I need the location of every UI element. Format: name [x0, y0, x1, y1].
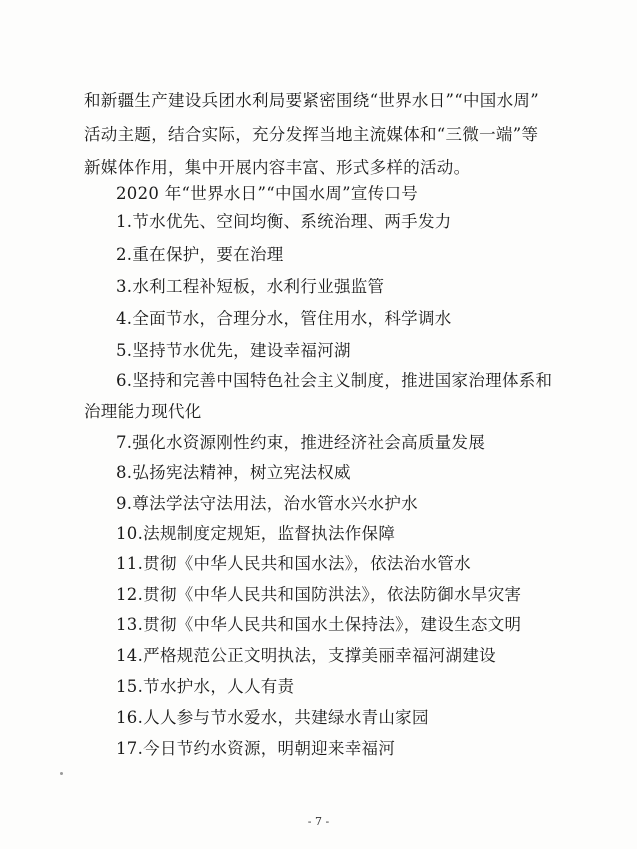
slogan-item-1: 1.节水优先、空间均衡、系统治理、两手发力 [116, 212, 452, 231]
slogan-item-11: 11.贯彻《中华人民共和国水法》，依法治水管水 [116, 554, 471, 573]
intro-line-1: 和新疆生产建设兵团水利局要紧密围绕“世界水日”“中国水周” [84, 91, 539, 110]
slogans-heading: 2020 年“世界水日”“中国水周”宣传口号 [116, 184, 419, 203]
intro-line-3: 新媒体作用，集中开展内容丰富、形式多样的活动。 [84, 158, 471, 177]
page-number: - 7 - [307, 815, 330, 828]
slogan-item-13: 13.贯彻《中华人民共和国水土保持法》，建设生态文明 [116, 615, 522, 634]
slogan-item-7: 7.强化水资源刚性约束，推进经济社会高质量发展 [116, 433, 486, 452]
slogan-item-3: 3.水利工程补短板，水利行业强监管 [116, 277, 385, 296]
slogan-item-5: 5.坚持节水优先，建设幸福河湖 [116, 341, 351, 360]
slogan-item-4: 4.全面节水，合理分水，管住用水，科学调水 [116, 309, 452, 328]
slogan-item-6: 6.坚持和完善中国特色社会主义制度，推进国家治理体系和 [116, 371, 553, 390]
slogan-item-6-continued: 治理能力现代化 [84, 402, 202, 421]
slogan-item-12: 12.贯彻《中华人民共和国防洪法》，依法防御水旱灾害 [116, 585, 522, 604]
slogan-item-14: 14.严格规范公正文明执法，支撑美丽幸福河湖建设 [116, 646, 496, 665]
slogan-item-10: 10.法规制度定规矩，监督执法作保障 [116, 524, 396, 543]
slogan-item-17: 17.今日节约水资源，明朝迎来幸福河 [116, 739, 396, 758]
intro-line-2: 活动主题，结合实际，充分发挥当地主流媒体和“三微一端”等 [84, 125, 539, 144]
slogan-item-15: 15.节水护水，人人有责 [116, 677, 295, 696]
slogan-item-8: 8.弘扬宪法精神，树立宪法权威 [116, 463, 351, 482]
scan-speck [60, 772, 63, 775]
slogan-item-16: 16.人人参与节水爱水，共建绿水青山家园 [116, 708, 429, 727]
slogan-item-9: 9.尊法学法守法用法，治水管水兴水护水 [116, 494, 418, 513]
slogan-item-2: 2.重在保护，要在治理 [116, 245, 284, 264]
